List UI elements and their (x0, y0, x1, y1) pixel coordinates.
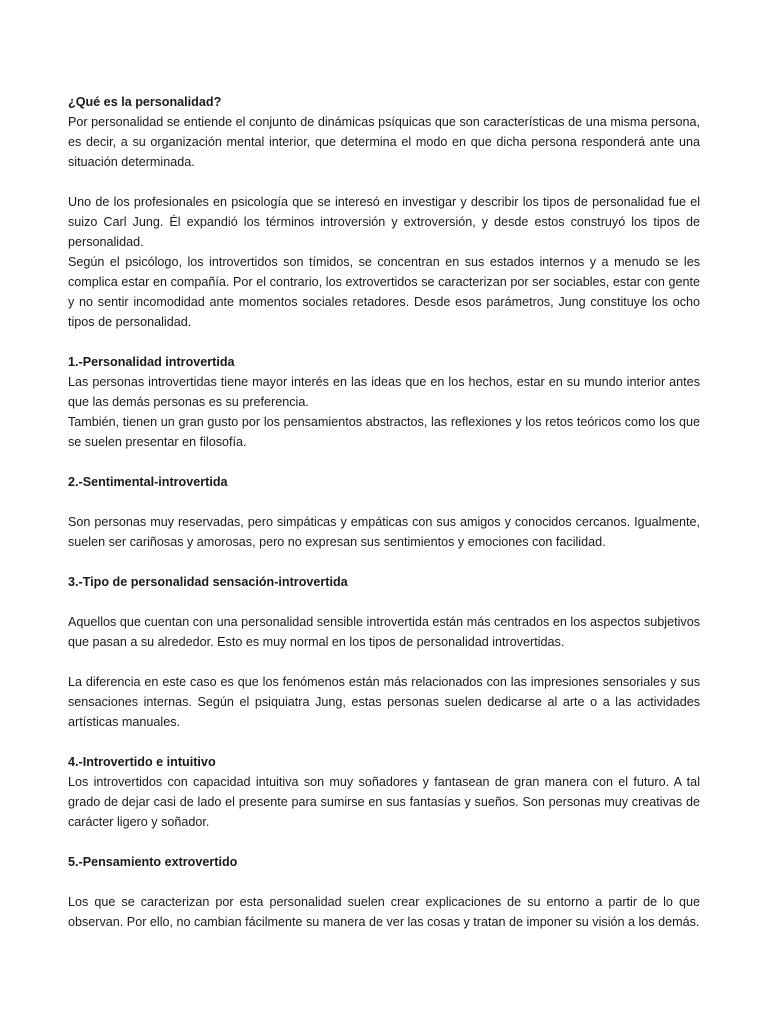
section-2-paragraph-1: Son personas muy reservadas, pero simpáticas y empáticas con sus amigos y conocidos cercanos. Igualmente, suelen ser cariñosas y amorosas, pero no expresan sus sentimientos y emociones con facilidad. (68, 515, 700, 549)
spacer (68, 172, 700, 192)
intro-paragraph-3: Según el psicólogo, los introvertidos son tímidos, se concentran en sus estados internos y a menudo se les complica estar en compañía. Por el contrario, los extrovertidos se caracterizan por ser sociables, estar con gente y no sentir incomodidad ante momentos sociales retadores. Desde esos parámetros, Jung constituye los ocho tipos de personalidad. (68, 255, 700, 329)
intro-paragraph-2: Uno de los profesionales en psicología que se interesó en investigar y describir los tipos de personalidad fue el suizo Carl Jung. Él expandió los términos introversión y extroversión, y desde estos construyó los tipos de personalidad. (68, 195, 700, 249)
spacer (68, 552, 700, 572)
spacer (68, 732, 700, 752)
section-5-paragraph-1: Los que se caracterizan por esta personalidad suelen crear explicaciones de su entorno a partir de lo que observan. Por ello, no cambian fácilmente su manera de ver las cosas y tratan de imponer su visión a los demás. (68, 895, 700, 929)
section-1-paragraph-2: También, tienen un gran gusto por los pensamientos abstractos, las reflexiones y los retos teóricos como los que se suelen presentar en filosofía. (68, 415, 700, 449)
spacer (68, 872, 700, 892)
spacer (68, 592, 700, 612)
spacer (68, 452, 700, 472)
section-5-heading: 5.-Pensamiento extrovertido (68, 855, 238, 869)
intro-heading: ¿Qué es la personalidad? (68, 95, 222, 109)
spacer (68, 492, 700, 512)
spacer (68, 832, 700, 852)
section-2-heading: 2.-Sentimental-introvertida (68, 475, 228, 489)
intro-paragraph-1: Por personalidad se entiende el conjunto de dinámicas psíquicas que son características de una misma persona, es decir, a su organización mental interior, que determina el modo en que dicha persona responderá ante una situación determinada. (68, 115, 700, 169)
section-1-heading: 1.-Personalidad introvertida (68, 355, 235, 369)
section-4-heading: 4.-Introvertido e intuitivo (68, 755, 216, 769)
section-3-paragraph-2: La diferencia en este caso es que los fenómenos están más relacionados con las impresiones sensoriales y sus sensaciones internas. Según el psiquiatra Jung, estas personas suelen dedicarse al arte o a las actividades artísticas manuales. (68, 675, 700, 729)
section-1-paragraph-1: Las personas introvertidas tiene mayor interés en las ideas que en los hechos, estar en su mundo interior antes que las demás personas es su preferencia. (68, 375, 700, 409)
section-3-heading: 3.-Tipo de personalidad sensación-introvertida (68, 575, 348, 589)
spacer (68, 332, 700, 352)
section-3-paragraph-1: Aquellos que cuentan con una personalidad sensible introvertida están más centrados en los aspectos subjetivos que pasan a su alrededor. Esto es muy normal en los tipos de personalidad introvertidas. (68, 615, 700, 649)
spacer (68, 652, 700, 672)
section-4-paragraph-1: Los introvertidos con capacidad intuitiva son muy soñadores y fantasean de gran manera con el futuro. A tal grado de dejar casi de lado el presente para sumirse en sus fantasías y sueños. Son personas muy creativas de carácter ligero y soñador. (68, 775, 700, 829)
